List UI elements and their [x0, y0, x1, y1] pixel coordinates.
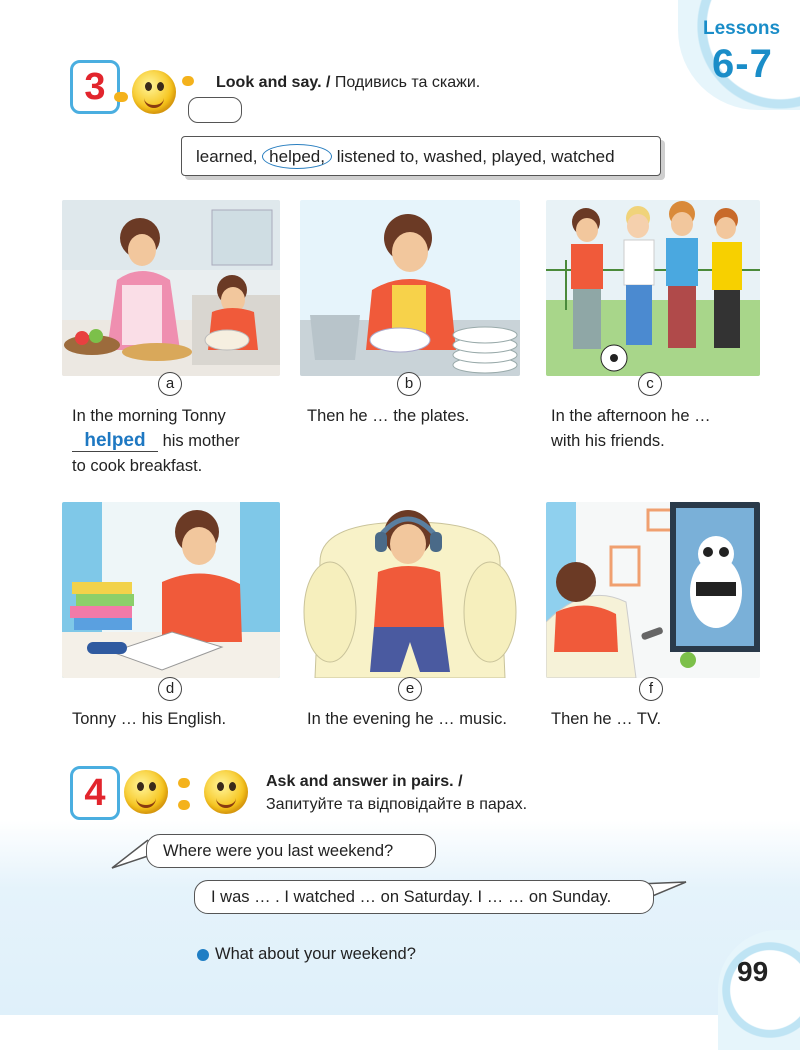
caption-e: In the evening he … music. — [307, 710, 507, 728]
smiley-icon — [132, 70, 176, 114]
picture-e — [300, 502, 520, 678]
caption-c: In the afternoon he … with his friends. — [551, 407, 711, 450]
page-number: 99 — [737, 956, 769, 987]
picture-b — [300, 200, 520, 376]
answer-helped: helped — [72, 431, 158, 452]
hand-icon — [182, 76, 194, 86]
picture-a-letter: a — [158, 372, 182, 396]
picture-d — [62, 502, 280, 678]
caption-a: In the morning Tonny helped his mother to cook breakfast. — [72, 407, 240, 475]
hand-icon — [114, 92, 128, 102]
caption-d: Tonny … his English. — [72, 710, 227, 728]
picture-f — [546, 502, 760, 678]
picture-a — [62, 200, 280, 376]
task-4-number: 4 — [70, 766, 120, 820]
bubble-tail-left — [110, 838, 150, 872]
caption-f: Then he … TV. — [551, 710, 662, 728]
lessons-number: 6-7 — [712, 42, 773, 86]
picture-d-letter: d — [158, 677, 182, 701]
picture-f-letter: f — [639, 677, 663, 701]
speech-bubble-icon — [188, 97, 242, 123]
speech-bubble-answer: I was … . I watched … on Saturday. I … … on Sunday. — [194, 880, 654, 914]
smiley-icon — [204, 770, 248, 814]
hand-icon — [178, 778, 190, 788]
picture-b-letter: b — [397, 372, 421, 396]
caption-b: Then he … the plates. — [307, 407, 470, 425]
circled-example-word: helped, — [262, 144, 332, 169]
picture-c-letter: c — [638, 372, 662, 396]
word-bank: learned, helped, listened to, washed, played, watched — [181, 136, 661, 176]
lessons-label: Lessons — [703, 18, 781, 39]
smiley-icon — [124, 770, 168, 814]
speech-bubble-question: Where were you last weekend? — [146, 834, 436, 868]
picture-c — [546, 200, 760, 376]
hand-icon — [178, 800, 190, 810]
task-4-instruction: Ask and answer in pairs. / Запитуйте та відповідайте в парах. — [266, 773, 528, 813]
bullet-icon — [197, 949, 209, 961]
bullet-question: What about your weekend? — [215, 945, 416, 963]
picture-e-letter: e — [398, 677, 422, 701]
task-3-number: 3 — [70, 60, 120, 114]
task-3-instruction: Look and say. / Подивись та скажи. — [216, 74, 481, 91]
